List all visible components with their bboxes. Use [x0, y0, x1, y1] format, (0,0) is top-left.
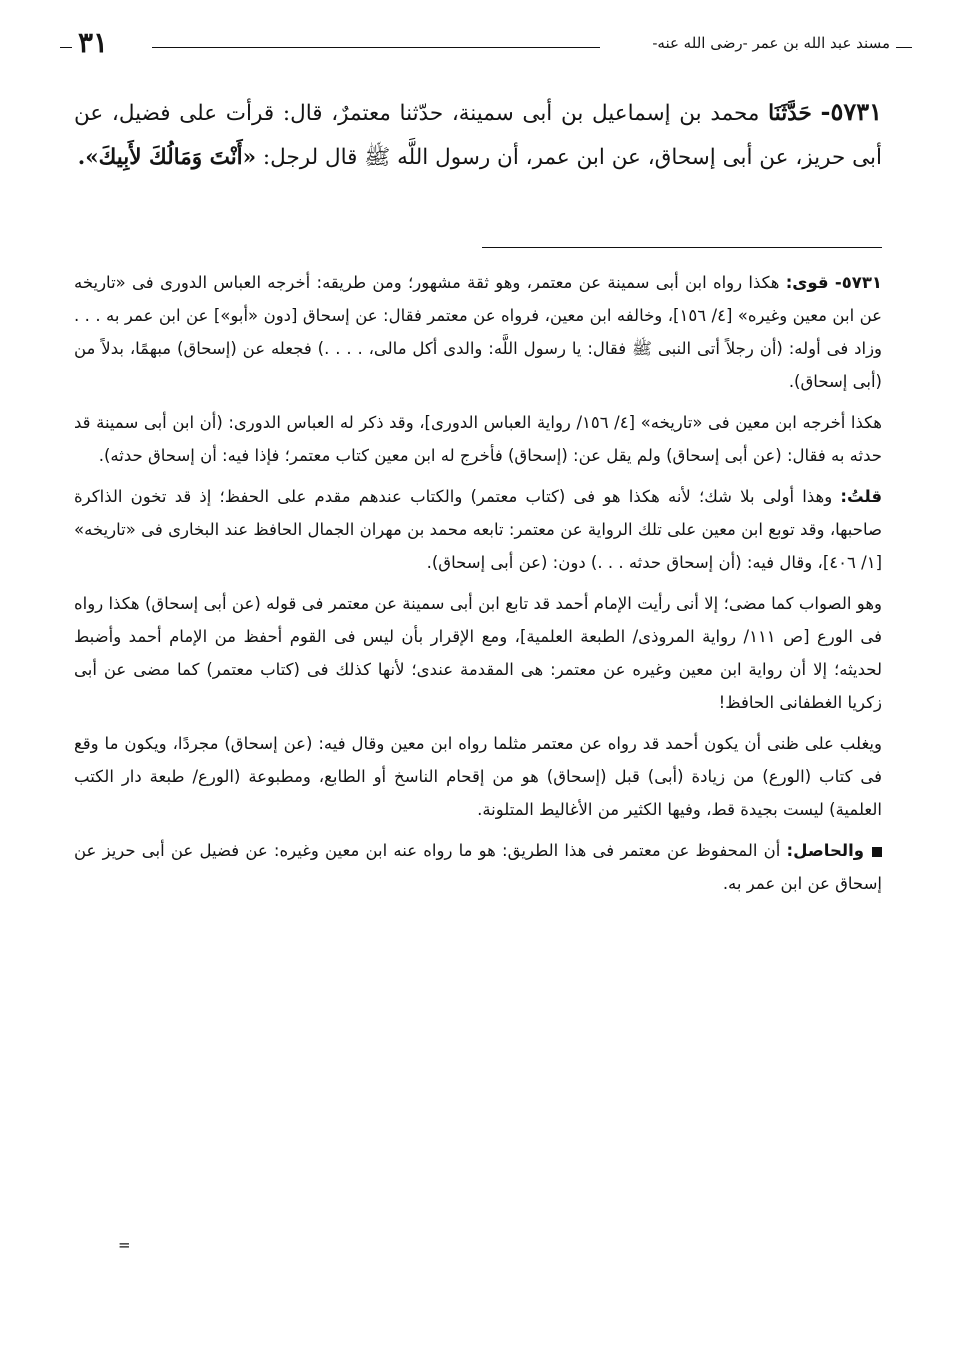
hadith-text: [74, 90, 882, 180]
commentary: [74, 266, 882, 908]
commentary-paragraph-5: ويغلب على ظنى أن يكون أحمد قد رواه عن معتمر مثلما رواه ابن معين وقال فيه: (عن إسحاق) مجردًا، ويكون ما وقع فى كتاب (الورع) من زيادة (أبى) قبل (إسحاق) هو من إقحام الناسخ أو الطابع، ومطبوعة (الورع/ طبعة دار الكتب العلمية) ليست بجيدة قط، وفيها الكثير من الأغاليط المتلونة.: [74, 734, 882, 819]
commentary-paragraph-2: هكذا أخرجه ابن معين فى «تاريخه» [٤/ ١٥٦/ رواية العباس الدورى]، وقد ذكر له العباس الدورى: (أن ابن أبى سمينة قد حدثه به فقال: (عن أبى إسحاق) ولم يقل عن: (إسحاق) فأخرج له ابن معين كتاب معتمر؛ فإذا فيه: أن إسحاق حدثه).: [74, 413, 882, 465]
conclusion-label: والحاصل:: [786, 841, 864, 860]
hadith-matn: «أَنْتَ وَمَالُكَ لأَبِيكَ».: [77, 145, 257, 170]
qultu-label: قلتُ:: [840, 487, 882, 506]
continuation-mark: =: [118, 1236, 131, 1254]
grading-label: قوى:: [785, 273, 829, 292]
commentary-paragraph-6: [74, 834, 882, 900]
header-dash: [60, 47, 72, 48]
hadith-isnad: محمد بن إسماعيل بن أبى سمينة، حدّثنا معتمرٌ، قال: قرأت على فضيل، عن أبى حريز، عن أبى إسحاق، عن ابن عمر، أن رسول اللَّه ﷺ قال لرجل:: [74, 101, 882, 170]
commentary-text-3: وهذا أولى بلا شك؛ لأنه هكذا هو فى (كتاب معتمر) والكتاب عندهم مقدم على الحفظ؛ إذ قد تخون الذاكرة صاحبها، وقد توبع ابن معين على تلك الرواية عن معتمر: تابعه محمد بن مهران الجمال الحافظ عند البخارى فى «تاريخه» [١/ ٤٠٦]، وقال فيه: (أن إسحاق حدثه . . .) دون: (عن أبى إسحاق).: [74, 487, 882, 572]
header-title: مسند عبد الله بن عمر -رضى الله عنه-: [652, 34, 890, 52]
footnote-separator: [482, 247, 882, 248]
square-bullet-icon: [872, 847, 882, 857]
commentary-paragraph-3: [74, 480, 882, 579]
hadith-isnad-lead: حَدَّثَنَا: [768, 101, 812, 126]
hadith-number: ٥٧٣١-: [820, 97, 882, 126]
commentary-paragraph-1: [74, 266, 882, 398]
header-rule-short: [896, 47, 912, 48]
commentary-text-6: أن المحفوظ عن معتمر فى هذا الطريق: هو ما رواه عنه ابن معين وغيره: عن فضيل عن أبى حريز عن إسحاق عن ابن عمر به.: [74, 841, 882, 893]
page-number: ٣١: [78, 26, 109, 59]
commentary-paragraph-4: وهو الصواب كما مضى؛ إلا أنى رأيت الإمام أحمد قد تابع ابن أبى سمينة عن معتمر فى قوله (عن أبى إسحاق) هكذا رواه فى الورع [ص ١١١/ رواية المروذى/ الطبعة العلمية]، ومع الإقرار بأن ليس فى القوم أحفظ من الإمام أحمد وأضبط لحديثه؛ إلا أن رواية ابن معين وغيره عن معتمر: هى المقدمة عندى؛ لأنها كذلك فى (كتاب معتمر) كما مضى عن أبى زكريا الغطفانى الحافظ!: [74, 594, 882, 712]
commentary-number: ٥٧٣١-: [834, 273, 882, 292]
running-header: [60, 28, 890, 68]
header-rule: [152, 47, 600, 48]
commentary-text-1: هكذا رواه ابن أبى سمينة عن معتمر، وهو ثقة مشهور؛ ومن طريقه: أخرجه العباس الدورى فى «تاريخه عن ابن معين وغيره» [٤/ ١٥٦]، وخالفه ابن معين، فرواه عن معتمر فقال: عن إسحاق [دون «أبو»] عن ابن عمر به . . . وزاد فى أوله: (أن رجلاً أتى النبى ﷺ فقال: يا رسول اللَّه: والدى أكل مالى، . . . .) فجعله عن (إسحاق) مبهمًا، بدلاً من (أبى إسحاق).: [74, 273, 882, 391]
